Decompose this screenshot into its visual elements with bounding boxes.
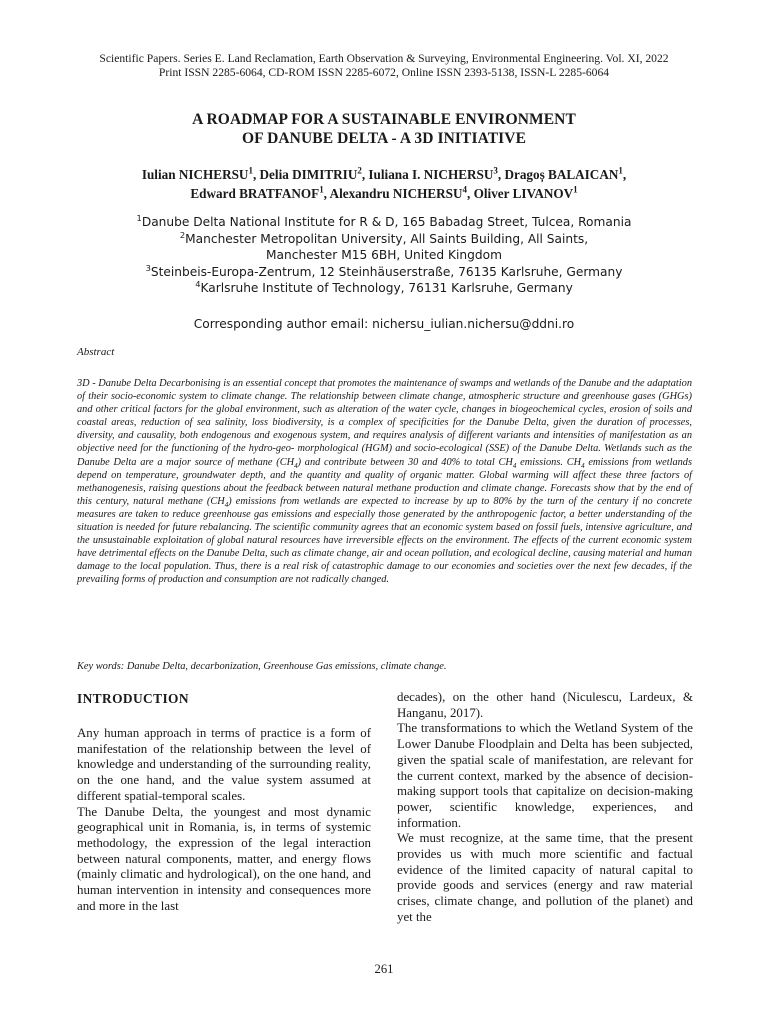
- affiliation-number: 1: [136, 212, 142, 223]
- affiliation-line: [60, 214, 708, 231]
- body-column-left: [77, 690, 371, 914]
- abstract-heading: Abstract: [77, 346, 115, 358]
- keywords: Key words: Danube Delta, decarbonization, Greenhouse Gas emissions, climate change.: [77, 661, 447, 672]
- title-line-1: A ROADMAP FOR A SUSTAINABLE ENVIRONMENT: [192, 111, 576, 128]
- author-affiliation-marker: 1: [248, 165, 253, 176]
- author-line: Edward BRATFANOF$^1$, Alexandru NICHERSU$^4$, Oliver LIVANOV$^1$: [190, 184, 578, 201]
- affiliation-text: Manchester M15 6BH, United Kingdom: [266, 248, 502, 262]
- journal-line-2: Print ISSN 2285-6064, CD-ROM ISSN 2285-6072, Online ISSN 2393-5138, ISSN-L 2285-6064: [158, 66, 610, 79]
- author-name: Dragoș BALAICAN: [504, 167, 619, 182]
- author-list: [60, 165, 708, 203]
- body-paragraph: We must recognize, at the same time, that the present provides us with much more scientific and factual evidence of the limited capacity of natural capital to provide goods and services (energy and raw material crises, climate change, and pollution of the planet) and yet the: [397, 831, 693, 924]
- chemical-subscript: 4: [294, 461, 298, 470]
- body-paragraph: Any human approach in terms of practice is a form of manifestation of the relationship between the level of knowledge and understanding of the surrounding reality, on the one hand, and the value system assumed at different spatial-temporal scales.: [77, 726, 371, 803]
- page-number: 261: [374, 962, 394, 976]
- affiliation-text: Manchester Metropolitan University, All Saints Building, All Saints,: [185, 231, 589, 246]
- author-name: Edward BRATFANOF: [190, 186, 320, 201]
- affiliation-line: [60, 280, 708, 297]
- author-affiliation-marker: 1: [618, 165, 623, 176]
- author-name: Alexandru NICHERSU: [329, 186, 463, 201]
- paper-title: [60, 110, 708, 148]
- affiliation-line: [60, 247, 708, 264]
- affiliation-number: 3: [145, 262, 151, 273]
- affiliation-text: Danube Delta National Institute for R & D, 165 Babadag Street, Tulcea, Romania: [141, 215, 632, 229]
- author-name: Iulian NICHERSU: [141, 167, 249, 182]
- affiliation-text: Steinbeis-Europa-Zentrum, 12 Steinhäuserstraße, 76135 Karlsruhe, Germany: [150, 264, 623, 279]
- affiliation-list: [60, 214, 708, 297]
- abstract-text: emissions from wetlands depend on temperature, groundwater depth, and the quantity and quality of organic matter. Global warming will affect these three factors of methanogenesis, raising questions about the feedback between natural methane production and climate change. Forecasts show that by the end of this century, natural methane (CH: [77, 456, 692, 507]
- affiliation-number: 4: [195, 278, 201, 289]
- chemical-subscript: 4: [512, 461, 517, 470]
- author-affiliation-marker: 1: [319, 184, 324, 195]
- author-affiliation-marker: 4: [462, 184, 468, 195]
- affiliation-text: Karlsruhe Institute of Technology, 76131 Karlsruhe, Germany: [200, 281, 573, 295]
- author-affiliation-marker: 3: [493, 165, 498, 176]
- author-name: Iuliana I. NICHERSU: [368, 167, 494, 182]
- journal-line-1: Scientific Papers. Series E. Land Reclamation, Earth Observation & Surveying, Environmental Engineering. Vol. XI, 2022: [99, 52, 669, 65]
- affiliation-line: [60, 264, 708, 281]
- author-affiliation-marker: 2: [357, 165, 362, 176]
- author-name: Delia DIMITRIU: [259, 167, 358, 182]
- body-paragraph: The Danube Delta, the youngest and most dynamic geographical unit in Romania, is, in terms of systemic methodology, the expression of the legal interaction between natural components, matter, and energy flows (mainly climatic and hydrological), on the one hand, and human intervention in intensity and consequences more and more in the last: [77, 804, 371, 913]
- body-paragraph: The transformations to which the Wetland System of the Lower Danube Floodplain and Delta has been subjected, given the spatial scale of manifestation, are relevant for the current context, marked by the absence of decision-making support tools that capitalize on decision-making power, scientific knowledge, experiences, and information.: [397, 721, 693, 830]
- abstract-text: ) and contribute between 30 and 40% to total CH: [297, 456, 513, 468]
- abstract-text: 3D - Danube Delta Decarbonising is an essential concept that promotes the maintenance of swamps and wetlands of the Danube and the adaptation of their socio-economic system to climate change. The relationship between climate change, atmospheric structure and greenhouse gases (GHGs) and other critical factors for the global environment, such as alteration of the water cycle, changes in biogeochemical cycles, erosion of soils and coastal areas, reduction of sea salinity, loss biodiversity, is a complex of specificities for the Danube Delta, given the duration of processes, diversity, and causality, both endogenous and exogenous system, and requires analysis of different variants and intensities of manifestation as an objective need for the functioning of the hydro-geo- morphological (HGM) and socio-ecological (SSE) of the Danube Delta. Wetlands such as the Danube Delta are a major source of methane (CH: [77, 378, 692, 468]
- author-line: Iulian NICHERSU$^1$, Delia DIMITRIU$^2$, Iuliana I. NICHERSU$^3$, Dragoș BALAICAN$^1$,: [141, 165, 627, 182]
- abstract-body: [77, 377, 692, 587]
- abstract-text: ) emissions from wetlands are expected to increase by up to 80% by the turn of the century if no concrete measures are taken to reduce greenhouse gas emissions and especially those generated by the anthropogenic factor, a better understanding of the situation is needed for future rebalancing. The scientific community agrees that an economic system based on fossil fuels, intensive agriculture, and the unsustainable exploitation of global natural resources have irreversible effects on the environment. The effects of the current economic system have detrimental effects on the Danube Delta, such as climate change, air and ocean pollution, and ecological decline, causing material and human damage to the local population. Thus, there is a real risk of catastrophic damage to our economies and societies over the next few decades, if the prevailing forms of production and consumption are not radically changed.: [77, 495, 692, 586]
- body-paragraph: decades), on the other hand (Niculescu, Lardeux, & Hanganu, 2017).: [397, 690, 693, 720]
- affiliation-number: 2: [179, 229, 186, 240]
- abstract-text: emissions. CH: [516, 456, 582, 468]
- author-affiliation-marker: 1: [573, 184, 578, 195]
- chemical-subscript: 4: [581, 461, 585, 470]
- chemical-subscript: 4: [224, 500, 229, 509]
- journal-header: [60, 52, 708, 80]
- title-line-2: OF DANUBE DELTA - A 3D INITIATIVE: [241, 130, 527, 147]
- affiliation-line: [60, 231, 708, 248]
- section-heading-introduction: INTRODUCTION: [77, 691, 189, 706]
- body-column-right: [397, 690, 693, 926]
- corresponding-author: Corresponding author email: nichersu_iulian.nichersu@ddni.ro: [193, 317, 575, 331]
- author-name: Oliver LIVANOV: [473, 186, 574, 201]
